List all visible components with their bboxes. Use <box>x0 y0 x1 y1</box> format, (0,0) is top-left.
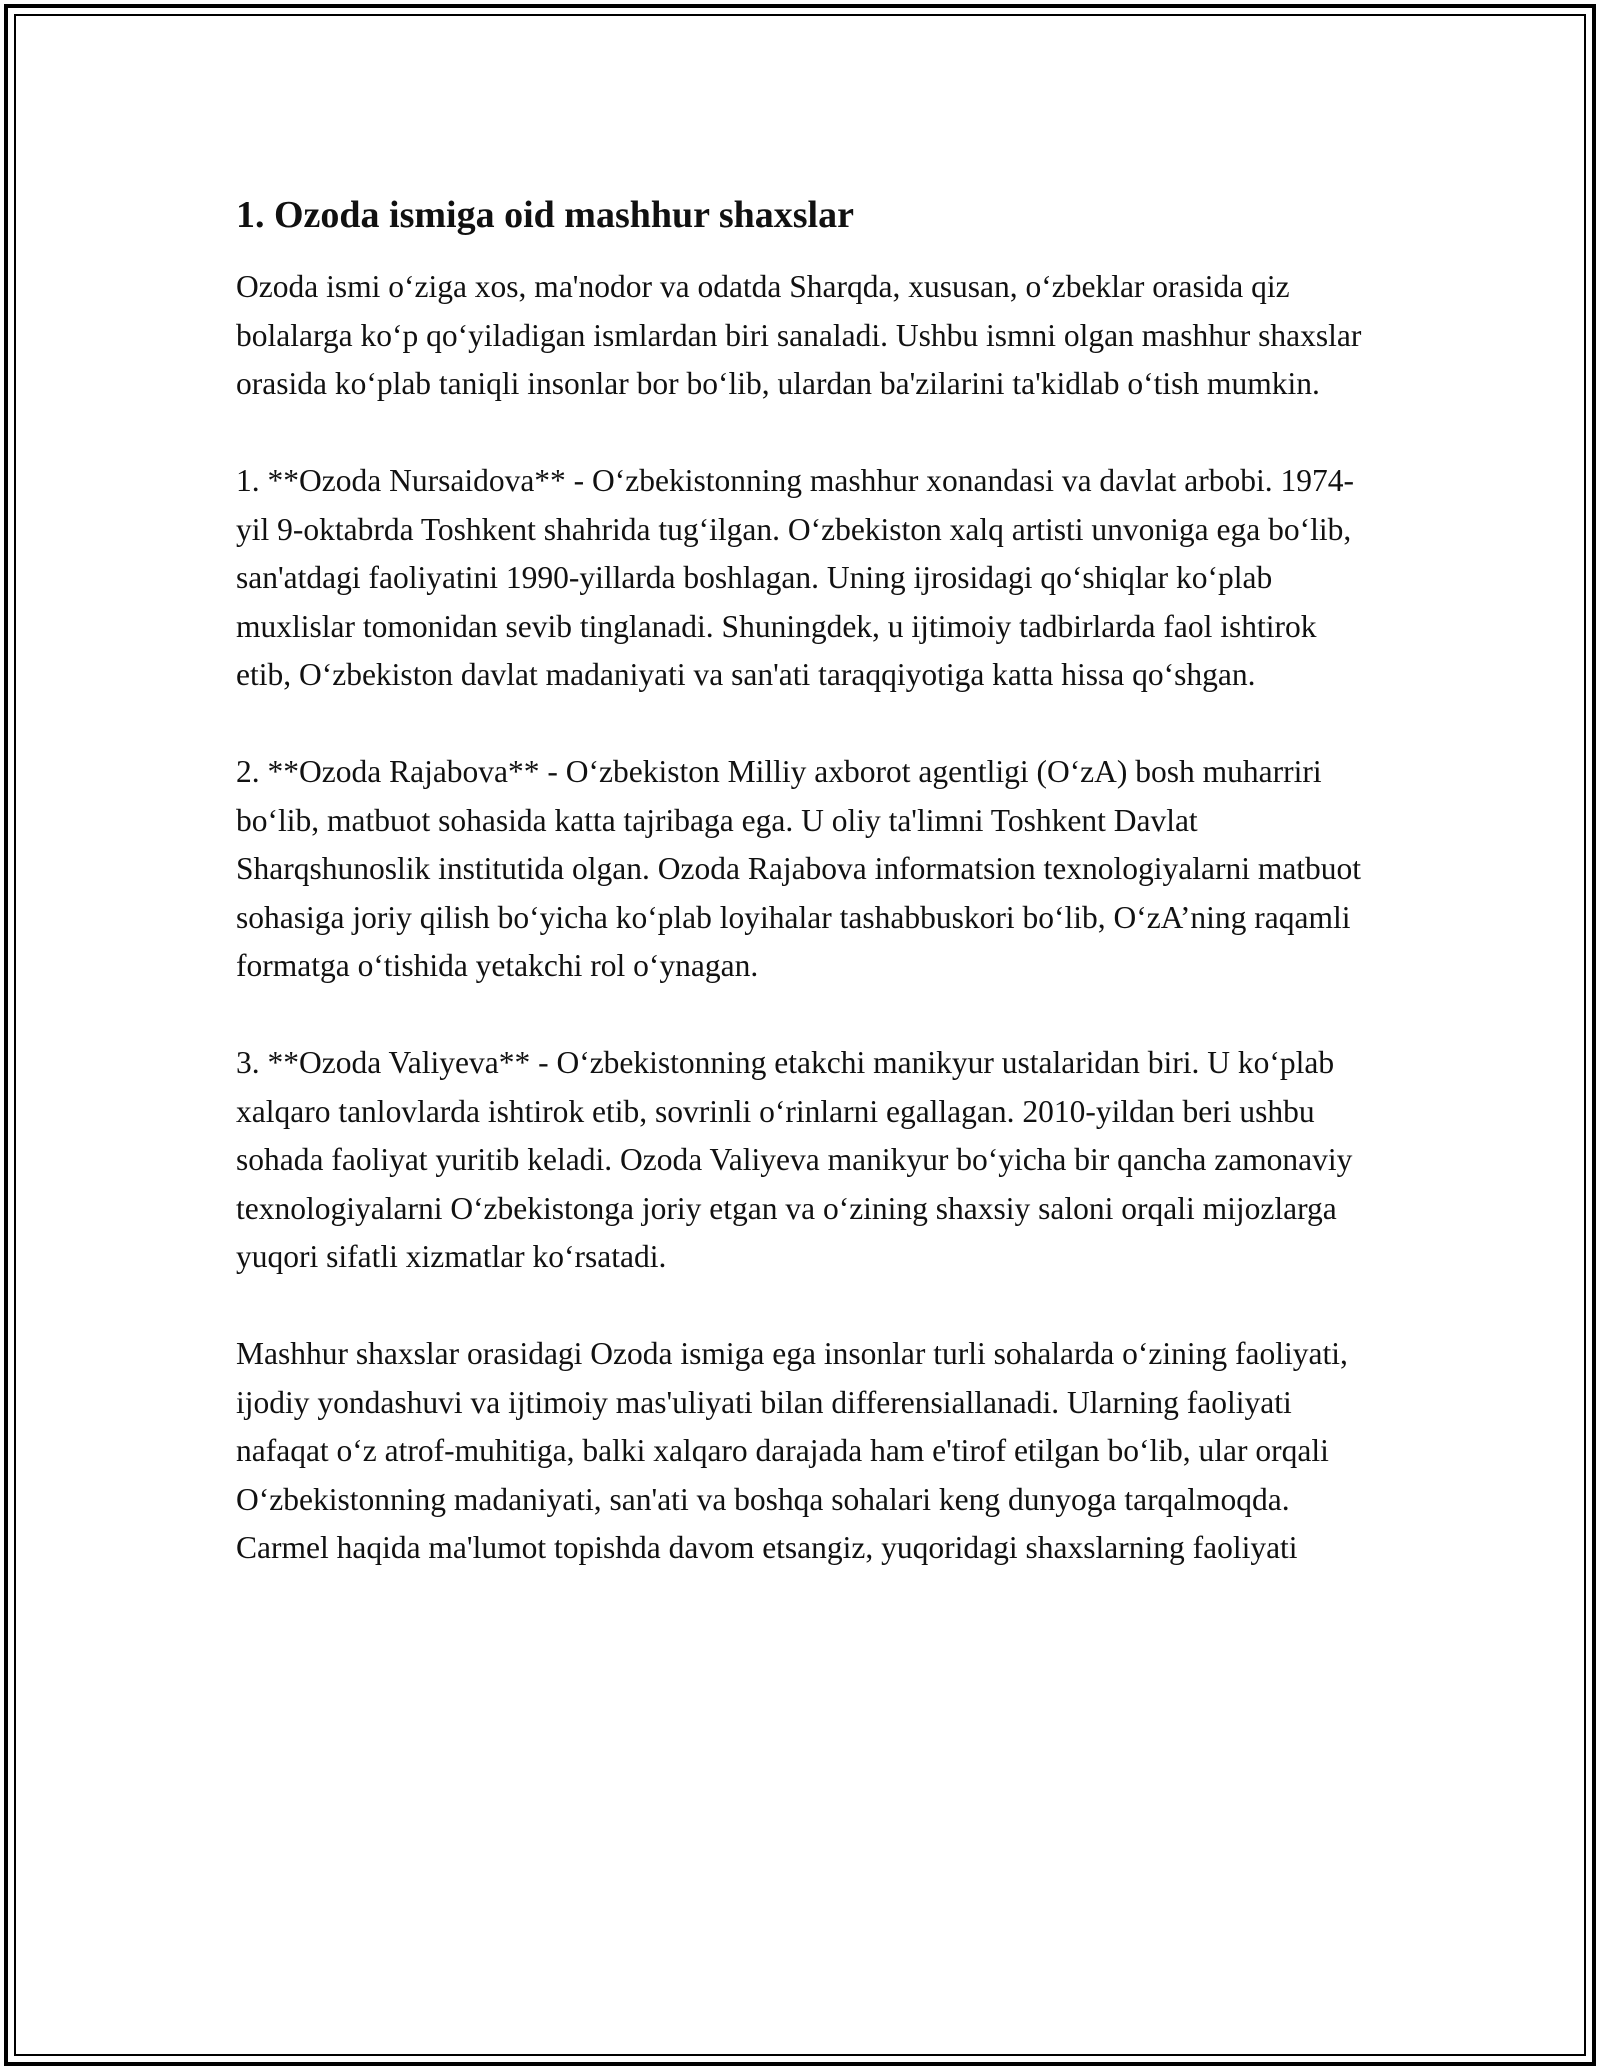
list-item-paragraph: 1. **Ozoda Nursaidova** - O‘zbekistonning mashhur xonandasi va davlat arbobi. 1974-yil 9-oktabrda Toshkent shahrida tug‘ilgan. O‘zbekiston xalq artisti unvoniga ega bo‘lib, san'atdagi faoliyatini 1990-yillarda boshlagan. Uning ijrosidagi qo‘shiqlar ko‘plab muxlislar tomonidan sevib tinglanadi. Shuningdek, u ijtimoiy tadbirlarda faol ishtirok etib, O‘zbekiston davlat madaniyati va san'ati taraqqiyotiga katta hissa qo‘shgan. <box>236 463 1354 692</box>
document-title: 1. Ozoda ismiga oid mashhur shaxslar <box>236 194 854 236</box>
list-item-paragraph: 2. **Ozoda Rajabova** - O‘zbekiston Milliy axborot agentligi (O‘zA) bosh muharriri bo‘lib, matbuot sohasida katta tajribaga ega. U oliy ta'limni Toshkent Davlat Sharqshunoslik institutida olgan. Ozoda Rajabova informatsion texnologiyalarni matbuot sohasiga joriy qilish bo‘yicha ko‘plab loyihalar tashabbuskori bo‘lib, O‘zA’ning raqamli formatga o‘tishida yetakchi rol o‘ynagan. <box>236 754 1362 983</box>
document-body <box>236 187 1366 1621</box>
closing-paragraph: Mashhur shaxslar orasidagi Ozoda ismiga ega insonlar turli sohalarda o‘zining faoliyati, ijodiy yondashuvi va ijtimoiy mas'uliyati bilan differensiallanadi. Ularning faoliyati nafaqat o‘z atrof-muhitiga, balki xalqaro darajada ham e'tirof etilgan bo‘lib, ular orqali O‘zbekistonning madaniyati, san'ati va boshqa sohalari keng dunyoga tarqalmoqda. Carmel haqida ma'lumot topishda davom etsangiz, yuqoridagi shaxslarning faoliyati <box>236 1336 1348 1565</box>
list-item-paragraph: 3. **Ozoda Valiyeva** - O‘zbekistonning etakchi manikyur ustalaridan biri. U ko‘plab xalqaro tanlovlarda ishtirok etib, sovrinli o‘rinlarni egallagan. 2010-yildan beri ushbu sohada faoliyat yuritib keladi. Ozoda Valiyeva manikyur bo‘yicha bir qancha zamonaviy texnologiyalarni O‘zbekistonga joriy etgan va o‘zining shaxsiy saloni orqali mijozlarga yuqori sifatli xizmatlar ko‘rsatadi. <box>236 1045 1353 1274</box>
intro-paragraph: Ozoda ismi o‘ziga xos, ma'nodor va odatda Sharqda, xususan, o‘zbeklar orasida qiz bolalarga ko‘p qo‘yiladigan ismlardan biri sanaladi. Ushbu ismni olgan mashhur shaxslar orasida ko‘plab taniqli insonlar bor bo‘lib, ulardan ba'zilarini ta'kidlab o‘tish mumkin. <box>236 269 1362 401</box>
